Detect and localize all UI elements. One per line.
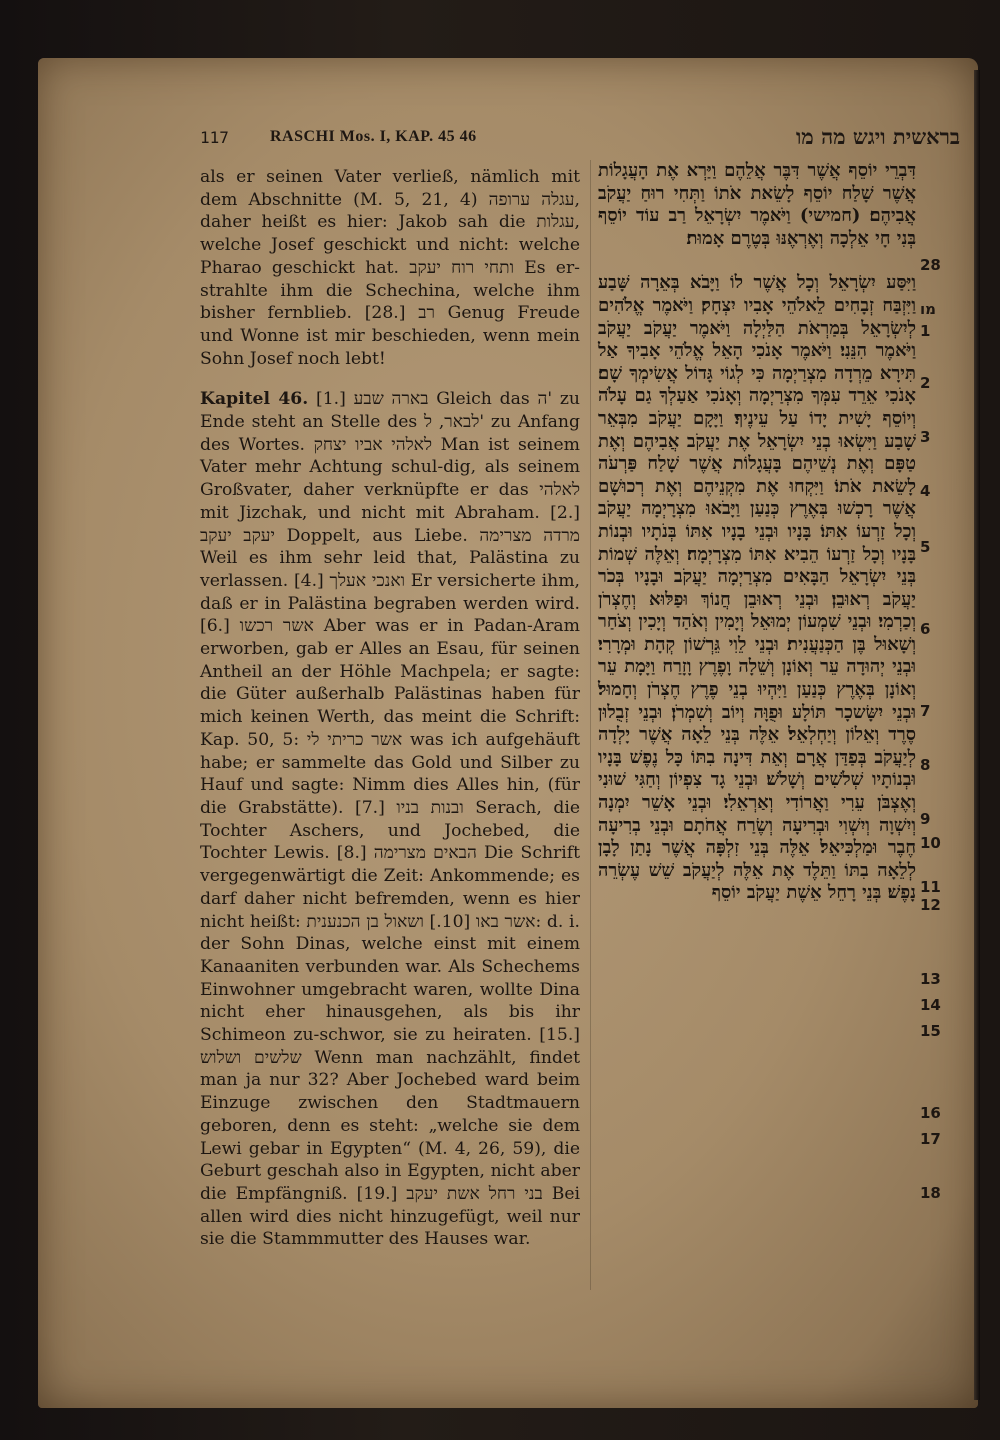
page-number: 117	[200, 128, 229, 147]
chapter-label: Kapitel 46.	[200, 389, 309, 410]
page-header	[200, 124, 960, 158]
verse-number: 5	[920, 538, 931, 556]
verse-number: 13	[920, 970, 941, 988]
commentary-paragraph: als er seinen Vater verließ, nämlich mit dem Abschnitte (M. 5, 21, 4) עגלה ערופה, daher heißt es hier: Jakob sah die עגלות, welche Josef geschickt und nicht: welche Pharao geschickt hat. ותחי רוח יעקב Es er-strahlte ihm die Schechina, welche ihm bisher fernblieb. [28.] רב Genug Freude und Wonne ist mir beschieden, wenn mein Sohn Josef noch lebt!	[200, 167, 580, 369]
column-divider	[590, 160, 591, 1290]
running-head: RASCHI Mos. I, KAP. 45 46	[270, 128, 477, 145]
verse-number: 18	[920, 1184, 941, 1202]
commentary-paragraph	[200, 388, 580, 1251]
hebrew-running-head: בראשית ויגש מה מו	[795, 124, 960, 149]
verse-number: 11	[920, 878, 941, 896]
hebrew-verses-ch45: דִּבְרֵי יוֹסֵף אֲשֶׁר דִּבֶּר אֲלֵהֶם וַיַּרְא אֶת הָעֲגָלוֹת אֲשֶׁר שָׁלַח יוֹסֵף לָשֵׂאת אֹתוֹ וַתְּחִי רוּחַ יַעֲקֹב אֲבִיהֶם׃ (חמישי) וַיֹּאמֶר יִשְׂרָאֵל רַב עוֹד יוֹסֵף בְּנִי חָי אֵלְכָה וְאֶרְאֶנּוּ בְּטֶרֶם אָמוּת׃	[598, 160, 916, 249]
chapter-number: מו	[920, 300, 937, 318]
verse-number: 3	[920, 428, 931, 446]
commentary-column	[200, 166, 580, 1251]
page-edge	[974, 70, 980, 1400]
verse-number: 28	[920, 256, 941, 274]
hebrew-text-column	[598, 160, 916, 905]
verse-numbers	[920, 160, 960, 1300]
commentary-text: [1.] בארה שבע Gleich das ה' zu Ende steht an Stelle des לבאר, ל' zu Anfang des Wortes. לאלהי אביו יצחק Man ist seinem Vater mehr Achtung schul-dig, als seinem Großvater, daher verknüpfte er das לאלהי mit Jizchak, und nicht mit Abraham. [2.] יעקב יעקב Doppelt, aus Liebe. מרדה מצרימה Weil es ihm sehr leid that, Palästina zu verlassen. [4.] ואנכי אעלך Er versicherte ihm, daß er in Palästina begraben werden wird. [6.] אשר רכשו Aber was er in Padan-Aram erworben, gab er Alles an Esau, für seinen Antheil an der Höhle Machpela; er sagte: die Güter außerhalb Palästinas haben für mich keinen Werth, das meint die Schrift: Kap. 50, 5: אשר כריתי לי was ich aufgehäuft habe; er sammelte das Gold und Silber zu Hauf und sagte: Nimm dies Alles hin, (für die Grabstätte). [7.] ובנות בניו Serach, die Tochter Aschers, und Jochebed, die Tochter Lewis. [8.] הבאים מצרימה Die Schrift vergegenwärtigt die Zeit: Ankommende; es darf daher nicht befremden, wenn es hier nicht heißt: אשר באו [10.] ושאול בן הכנענית: d. i. der Sohn Dinas, welche einst mit einem Kanaaniten verbunden war. Als Schechems Einwohner umgebracht waren, wollte Dina nicht eher hinausgehen, als bis ihr Schimeon zu-schwor, sie zu heiraten. [15.] שלשים ושלוש Wenn man nachzählt, findet man ja nur 32? Aber Jochebed ward beim Einzuge zwischen den Stadtmauern geboren, denn es steht: „welche sie dem Lewi gebar in Egypten“ (M. 4, 26, 59), die Geburt geschah also in Egypten, nicht aber die Empfängniß. [19.] בני רחל אשת יעקב Bei allen wird dies nicht hinzugefügt, weil nur sie die Stammmutter des Hauses war.	[200, 389, 581, 1250]
verse-number: 4	[920, 482, 931, 500]
verse-number: 6	[920, 620, 931, 638]
verse-number: 2	[920, 374, 931, 392]
hebrew-verses-ch46: וַיִּסַּע יִשְׂרָאֵל וְכָל אֲשֶׁר לוֹ וַיָּבֹא בְּאֵרָה שָּׁבַע וַיִּזְבַּח זְבָחִים לֵאלֹהֵי אָבִיו יִצְחָק׃ וַיֹּאמֶר אֱלֹהִים לְיִשְׂרָאֵל בְּמַרְאֹת הַלַּיְלָה וַיֹּאמֶר יַעֲקֹב יַעֲקֹב וַיֹּאמֶר הִנֵּנִי׃ וַיֹּאמֶר אָנֹכִי הָאֵל אֱלֹהֵי אָבִיךָ אַל תִּירָא מֵרְדָה מִצְרַיְמָה כִּי לְגוֹי גָּדוֹל אֲשִׂימְךָ שָׁם׃ אָנֹכִי אֵרֵד עִמְּךָ מִצְרַיְמָה וְאָנֹכִי אַעַלְךָ גַם עָלֹה וְיוֹסֵף יָשִׁית יָדוֹ עַל עֵינֶיךָ׃ וַיָּקָם יַעֲקֹב מִבְּאֵר שָׁבַע וַיִּשְׂאוּ בְנֵי יִשְׂרָאֵל אֶת יַעֲקֹב אֲבִיהֶם וְאֶת טַפָּם וְאֶת נְשֵׁיהֶם בָּעֲגָלוֹת אֲשֶׁר שָׁלַח פַּרְעֹה לָשֵׂאת אֹתוֹ׃ וַיִּקְחוּ אֶת מִקְנֵיהֶם וְאֶת רְכוּשָׁם אֲשֶׁר רָכְשׁוּ בְּאֶרֶץ כְּנַעַן וַיָּבֹאוּ מִצְרָיְמָה יַעֲקֹב וְכָל זַרְעוֹ אִתּוֹ׃ בָּנָיו וּבְנֵי בָנָיו אִתּוֹ בְּנֹתָיו וּבְנוֹת בָּנָיו וְכָל זַרְעוֹ הֵבִיא אִתּוֹ מִצְרָיְמָה׃ וְאֵלֶּה שְׁמוֹת בְּנֵי יִשְׂרָאֵל הַבָּאִים מִצְרַיְמָה יַעֲקֹב וּבָנָיו בְּכֹר יַעֲקֹב רְאוּבֵן׃ וּבְנֵי רְאוּבֵן חֲנוֹךְ וּפַלּוּא וְחֶצְרֹן וְכַרְמִי׃ וּבְנֵי שִׁמְעוֹן יְמוּאֵל וְיָמִין וְאֹהַד וְיָכִין וְצֹחַר וְשָׁאוּל בֶּן הַכְּנַעֲנִית׃ וּבְנֵי לֵוִי גֵּרְשׁוֹן קְהָת וּמְרָרִי׃ וּבְנֵי יְהוּדָה עֵר וְאוֹנָן וְשֵׁלָה וָפֶרֶץ וָזָרַח וַיָּמָת עֵר וְאוֹנָן בְּאֶרֶץ כְּנַעַן וַיִּהְיוּ בְנֵי פֶרֶץ חֶצְרֹן וְחָמוּל׃ וּבְנֵי יִשָּׂשכָר תּוֹלָע וּפֻוָּה וְיוֹב וְשִׁמְרֹן׃ וּבְנֵי זְבֻלוּן סֶרֶד וְאֵלוֹן וְיַחְלְאֵל׃ אֵלֶּה בְּנֵי לֵאָה אֲשֶׁר יָלְדָה לְיַעֲקֹב בְּפַדַּן אֲרָם וְאֵת דִּינָה בִתּוֹ כָּל נֶפֶשׁ בָּנָיו וּבְנוֹתָיו שְׁלֹשִׁים וְשָׁלֹשׁ׃ וּבְנֵי גָד צִפְיוֹן וְחַגִּי שׁוּנִי וְאֶצְבֹּן עֵרִי וַאֲרוֹדִי וְאַרְאֵלִי׃ וּבְנֵי אָשֵׁר יִמְנָה וְיִשְׁוָה וְיִשְׁוִי וּבְרִיעָה וְשֶׂרַח אֲחֹתָם וּבְנֵי בְרִיעָה חֶבֶר וּמַלְכִּיאֵל׃ אֵלֶּה בְּנֵי זִלְפָּה אֲשֶׁר נָתַן לָבָן לְלֵאָה בִתּוֹ וַתֵּלֶד אֶת אֵלֶּה לְיַעֲקֹב שֵׁשׁ עֶשְׂרֵה נָפֶשׁ׃ בְּנֵי רָחֵל אֵשֶׁת יַעֲקֹב יוֹסֵף	[598, 272, 916, 904]
verse-number: 7	[920, 702, 931, 720]
verse-number: 17	[920, 1130, 941, 1148]
verse-number: 8	[920, 756, 931, 774]
verse-number: 12	[920, 896, 941, 914]
verse-number: 9	[920, 810, 931, 828]
verse-number: 1	[920, 322, 931, 340]
verse-number: 15	[920, 1022, 941, 1040]
verse-number: 16	[920, 1104, 941, 1122]
verse-number: 10	[920, 834, 941, 852]
verse-number: 14	[920, 996, 941, 1014]
